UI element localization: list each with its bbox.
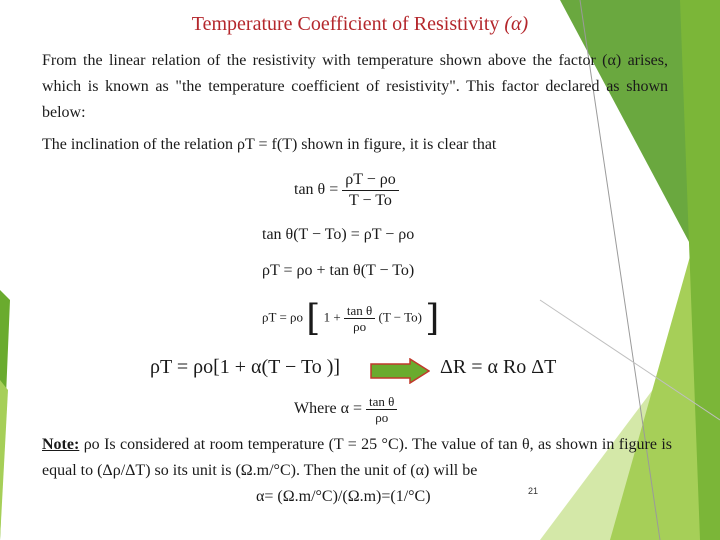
eq1-numerator: ρT − ρo	[342, 170, 398, 191]
equation-4	[262, 298, 439, 339]
eq1-fraction	[342, 170, 398, 211]
eq4-fraction	[344, 303, 375, 334]
eq4-close-bracket: ]	[425, 298, 440, 339]
paragraph-intro: From the linear relation of the resistivity with temperature shown above the factor (α) arises, which is known as "the temperature coefficient of resistivity". This factor declared as shown below:	[42, 52, 668, 121]
eq6-denominator: ρo	[375, 410, 389, 425]
eq4-tail: (T − To)	[378, 309, 423, 325]
deco-left-triangle-2	[0, 380, 8, 540]
slide-title	[0, 13, 720, 36]
eq6-prefix: Where α =	[294, 400, 363, 418]
arrow-right-icon	[370, 358, 430, 384]
eq6-fraction	[366, 394, 397, 425]
equation-delta-r: ΔR = α Ro ΔT	[440, 356, 557, 378]
equation-3: ρT = ρo + tan θ(T − To)	[262, 262, 415, 279]
note-text: ρo Is considered at room temperature (T = 25 °C). The value of tan θ, as shown in figure is equal to (Δρ/ΔT) so its unit is (Ω.m/°C). Then the unit of (α) will be	[42, 436, 672, 479]
note-label: Note:	[42, 436, 80, 453]
eq4-open-bracket: [	[306, 298, 321, 339]
unit-line: α= (Ω.m/°C)/(Ω.m)=(1/°C)	[256, 488, 431, 505]
eq6-numerator: tan θ	[366, 394, 397, 410]
eq4-numerator: tan θ	[344, 303, 375, 319]
note-paragraph	[42, 432, 672, 510]
title-text: Temperature Coefficient of Resistivity	[191, 13, 500, 35]
equation-2: tan θ(T − To) = ρT − ρo	[262, 226, 415, 243]
eq4-lhs: ρT = ρo	[262, 309, 304, 325]
equation-alpha-definition	[294, 394, 397, 425]
eq1-lhs: tan θ =	[294, 181, 339, 199]
equation-tan-theta	[294, 170, 399, 211]
slide-number: 21	[528, 486, 539, 496]
equation-final-resistivity: ρT = ρo[1 + α(T − To )]	[150, 356, 341, 378]
paragraph-inclination: The inclination of the relation ρT = f(T) shown in figure, it is clear that	[42, 136, 497, 153]
eq4-denominator: ρo	[353, 319, 367, 334]
title-symbol: (α)	[504, 13, 529, 35]
eq4-one-plus: 1 +	[323, 309, 341, 325]
eq1-denominator: T − To	[349, 192, 392, 209]
